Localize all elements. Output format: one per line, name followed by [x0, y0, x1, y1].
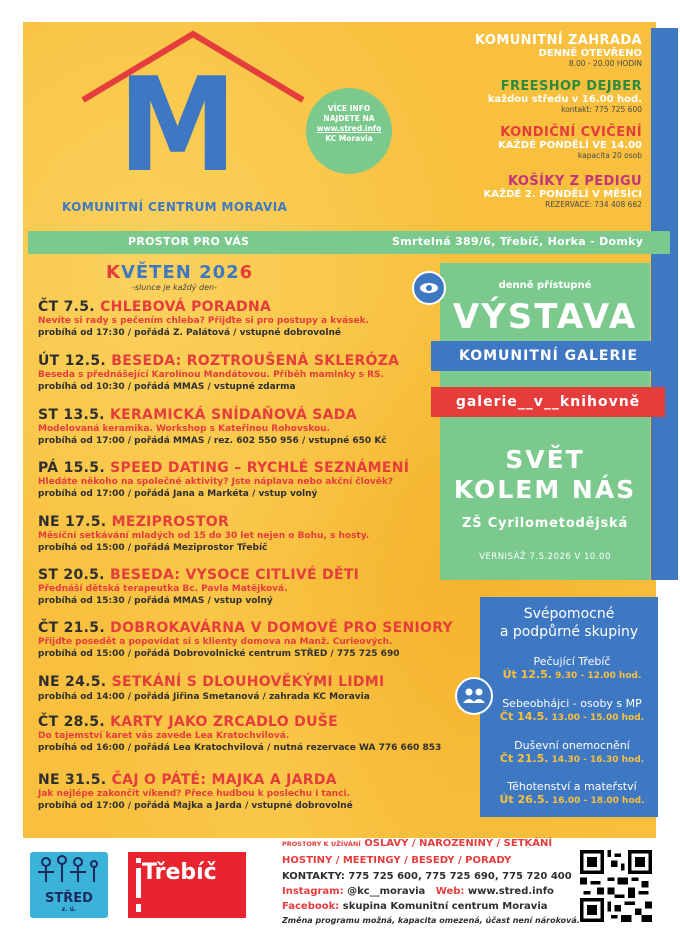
- vernisage: VERNISÁŽ 7.5.2026 V 10.00: [479, 552, 611, 562]
- trebic-logo-text: Třebíč: [142, 860, 217, 885]
- gallery-library: galerie__v__knihovně: [431, 387, 665, 417]
- footer-facebook: Facebook: skupina Komunitní centrum Moravia: [282, 901, 548, 912]
- gallery-name: KOMUNITNÍ GALERIE: [431, 341, 666, 371]
- event-item: PÁ 15.5. SPEED DATING – RYCHLÉ SEZNÁMENÍ Hledáte někoho na společné aktivity? Jste náplava nebo akční člověk? probíhá od 17:00 / pořádá Jana a Markéta / vstup volný: [38, 460, 410, 499]
- groups-title: Svépomocné a podpůrné skupiny: [499, 606, 639, 640]
- tagline: PROSTOR PRO VÁS: [128, 235, 250, 248]
- info-baskets: KOŠÍKY Z PEDIGU KAŽDÉ 2. PONDĚLÍ V MĚSÍCI REZERVACE: 734 408 662: [483, 174, 642, 209]
- info-freeshop: FREESHOP DEJBER každou středu v 16.00 hod. kontakt: 775 725 600: [487, 79, 642, 114]
- qr-code-icon[interactable]: [580, 850, 652, 922]
- event-item: ST 13.5. KERAMICKÁ SNÍDAŇOVÁ SADA Modelovaná keramika. Workshop s Kateřinou Rohovskou. probíhá od 17:00 / pořádá MMAS / rez. 602 550 956 / vstupné 650 Kč: [38, 407, 387, 446]
- group-item: Duševní onemocnění Čt 21.5. 14.30 - 16.30 hod.: [499, 739, 645, 765]
- info-circle-link[interactable]: www.stred.info: [316, 124, 382, 133]
- event-item: ČT 21.5. DOBROKAVÁRNA V DOMOVĚ PRO SENIORY Přijďte posedět a popovídat si s klienty domova na Manž. Curieových. probíhá od 15:00 / pořádá Dobrovolnické centrum STŘED / 775 725 690: [38, 620, 453, 659]
- group-item: Těhotenství a mateřství Út 26.5. 16.00 - 18.00 hod.: [499, 780, 645, 806]
- info-circle-line: KC Moravia: [325, 134, 373, 143]
- info-exercise: KONDIČNÍ CVIČENÍ KAŽDÉ PONDĚLÍ VE 14.00 kapacita 20 osob: [498, 125, 642, 160]
- exhibit-title: SVĚT KOLEM NÁS: [453, 445, 637, 504]
- event-item: ČT 7.5. CHLEBOVÁ PORADNA Nevíte si rady s pečením chleba? Přijďte si pro postupy a kvásek. probíhá od 17:30 / pořádá Z. Palátová / vstupné dobrovolné: [38, 299, 370, 338]
- footer-rooms: PROSTORY K UŽÍVÁNÍ OSLAVY / NAROZENINY / SETKÁNÍ: [282, 838, 553, 849]
- gallery-title: VÝSTAVA: [452, 297, 638, 337]
- group-item: Pečující Třebíč Út 12.5. 9.30 - 12.00 hod.: [502, 655, 642, 681]
- event-item: NE 17.5. MEZIPROSTOR Měsíční setkávání mladých od 15 do 30 let nejen o Bohu, s hosty. probíhá od 15:00 / pořádá Meziprostor Třebíč: [38, 514, 370, 553]
- footer-rooms-2: HOSTINY / MEETINGY / BESEDY / PORADY: [282, 855, 512, 866]
- exhibit-school: ZŠ Cyrilometodějská: [461, 516, 629, 531]
- footer-social: Instagram: @kc__moravia Web: www.stred.info: [282, 886, 554, 897]
- logo-letter: M: [118, 49, 238, 201]
- footer-note: Změna programu možná, kapacita omezená, účast není nároková.: [282, 916, 580, 925]
- info-circle-line: VÍCE INFO: [327, 104, 371, 113]
- footer-contacts: KONTAKTY: 775 725 600, 775 725 690, 775 720 400: [282, 871, 572, 882]
- group-item: Sebeobhájci - osoby s MP Čt 14.5. 13.00 - 15.00 hod.: [499, 697, 645, 723]
- gallery-note: denně přístupné: [498, 280, 592, 291]
- info-circle-line: NAJDETE NA: [323, 114, 375, 123]
- event-item: ČT 28.5. KARTY JAKO ZRCADLO DUŠE Do tajemství karet vás zavede Lea Kratochvilová. probíhá od 16:00 / pořádá Lea Kratochvilová / nutná rezervace WA 776 660 853: [38, 714, 442, 753]
- month-title: KVĚTEN 2026: [106, 262, 254, 283]
- info-circle: [306, 88, 392, 174]
- info-garden: KOMUNITNÍ ZAHRADA DENNĚ OTEVŘENO 8.00 - 20.00 HODIN: [475, 33, 642, 68]
- stred-logo-text: STŘED z. ú.: [45, 891, 93, 913]
- right-blue-strip: [651, 28, 678, 580]
- address: Smrtelná 389/6, Třebíč, Horka - Domky: [392, 235, 644, 248]
- event-item: ÚT 12.5. BESEDA: ROZTROUŠENÁ SKLERÓZA Beseda s přednášející Karolínou Mandátovou. Příběh maminky s RS. probíhá od 10:30 / pořádá MMAS / vstupné zdarma: [38, 353, 400, 392]
- event-item: NE 31.5. ČAJ O PÁTÉ: MAJKA A JARDA Jak nejlépe zakončit víkend? Přece hudbou k poslechu i tanci. probíhá od 17:00 / pořádá Majka a Jarda / vstupné dobrovolné: [38, 772, 353, 811]
- event-item: NE 24.5. SETKÁNÍ S DLOUHOVĚKÝMI LIDMI probíhá od 14:00 / pořádá Jiřina Smetanová / zahrada KC Moravia: [38, 674, 385, 702]
- month-subtitle: -slunce je každý den-: [132, 283, 218, 292]
- org-name: KOMUNITNÍ CENTRUM MORAVIA: [62, 200, 288, 214]
- event-item: ST 20.5. BESEDA: VYSOCE CITLIVÉ DĚTI Přednáší dětská terapeutka Bc. Pavla Matějková. probíhá od 15:30 / pořádá MMAS / vstup volný: [38, 567, 360, 606]
